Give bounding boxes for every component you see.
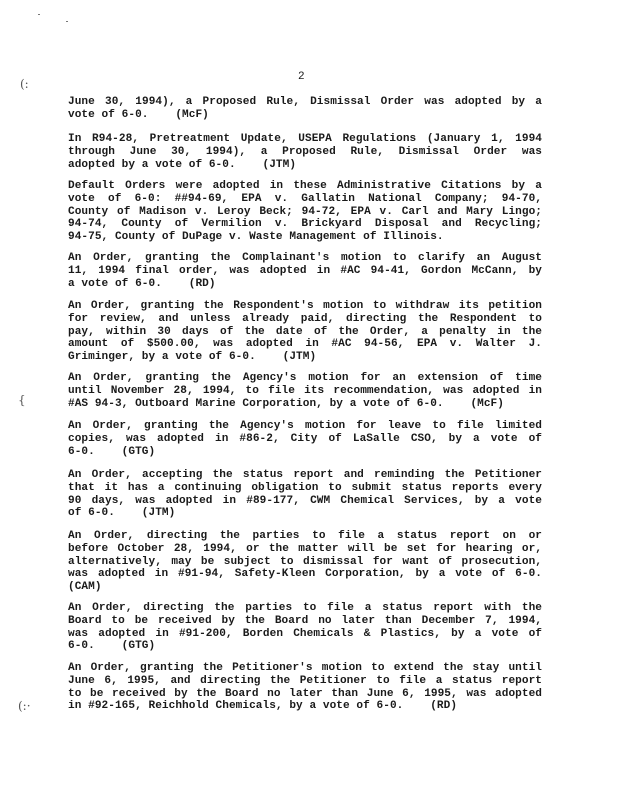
paragraph-line: 94-75, County of DuPage v. Waste Management of Illinois.	[68, 231, 444, 244]
paragraph-line: 6-0. (GTG)	[68, 640, 156, 653]
paragraph	[68, 133, 542, 171]
paragraph-line: June 6, 1995, and directing the Petitioner to file a status report	[68, 674, 542, 687]
paragraph-line: Griminger, by a vote of 6-0. (JTM)	[68, 351, 317, 364]
paragraph-line: pay, within 30 days of the date of the Order, a penalty in the	[68, 325, 542, 338]
paragraph-line: In R94-28, Pretreatment Update, USEPA Regulations (January 1, 1994	[68, 133, 542, 145]
paragraph-line: Default Orders were adopted in these Administrative Citations by a	[68, 180, 542, 192]
paragraph-line: before October 28, 1994, or the matter will be set for hearing or,	[68, 542, 542, 555]
paragraph-line: vote of 6-0: ##94-69, EPA v. Gallatin National Company; 94-70,	[68, 192, 542, 205]
paragraph-line: 94-74, County of Vermilion v. Brickyard Disposal and Recycling;	[68, 218, 542, 231]
paragraph	[68, 420, 542, 458]
paragraph	[68, 372, 542, 410]
paragraph-line: 6-0. (GTG)	[68, 445, 156, 458]
page-number: 2	[298, 71, 305, 83]
paragraph-line: An Order, granting the Respondent's motion to withdraw its petition	[68, 300, 542, 312]
paragraph	[68, 300, 542, 364]
paragraph-line: 90 days, was adopted in #89-177, CWM Chemical Services, by a vote	[68, 494, 542, 507]
scan-mark-bottom: (:·	[18, 699, 31, 713]
paragraph-line: for review, and unless already paid, directing the Respondent to	[68, 312, 542, 325]
paragraph-line: An Order, granting the Agency's motion for an extension of time	[68, 372, 542, 384]
paragraph-line: (CAM)	[68, 581, 102, 594]
paragraph-line: of 6-0. (JTM)	[68, 507, 176, 520]
paragraph-line: An Order, granting the Complainant's motion to clarify an August	[68, 252, 542, 264]
scan-speck	[38, 14, 40, 15]
paragraph	[68, 96, 542, 122]
paragraph	[68, 180, 542, 244]
paragraph-line: copies, was adopted in #86-2, City of LaSalle CSO, by a vote of	[68, 432, 542, 445]
paragraph-line: An Order, directing the parties to file a status report on or	[68, 530, 542, 542]
paragraph-line: amount of $500.00, was adopted in #AC 94-56, EPA v. Walter J.	[68, 338, 542, 351]
paragraph-line: was adopted in #91-200, Borden Chemicals & Plastics, by a vote of	[68, 627, 542, 640]
paragraph-line: was adopted in #91-94, Safety-Kleen Corporation, by a vote of 6-0.	[68, 568, 542, 581]
paragraph	[68, 252, 542, 290]
paragraph-line: through June 30, 1994), a Proposed Rule, Dismissal Order was	[68, 145, 542, 158]
paragraph-line: vote of 6-0. (McF)	[68, 108, 209, 121]
paragraph-line: to be received by the Board no later than June 6, 1995, was adopted	[68, 687, 542, 700]
paragraph-line: An Order, directing the parties to file a status report with the	[68, 602, 542, 614]
paragraph-line: a vote of 6-0. (RD)	[68, 277, 216, 290]
paragraph-line: County of Madison v. Leroy Beck; 94-72, EPA v. Carl and Mary Lingo;	[68, 205, 542, 218]
paragraph-line: Board to be received by the Board no later than December 7, 1994,	[68, 614, 542, 627]
paragraph-line: adopted by a vote of 6-0. (JTM)	[68, 158, 297, 171]
paragraph-line: 11, 1994 final order, was adopted in #AC 94-41, Gordon McCann, by	[68, 264, 542, 277]
paragraph	[68, 469, 542, 520]
paragraph-line: An Order, granting the Agency's motion for leave to file limited	[68, 420, 542, 432]
paragraph-line: #AS 94-3, Outboard Marine Corporation, by a vote of 6-0. (McF)	[68, 397, 504, 410]
paragraph	[68, 662, 542, 713]
scan-speck	[66, 21, 68, 22]
scan-mark-middle: {	[18, 393, 26, 407]
paragraph	[68, 530, 542, 594]
paragraph-line: until November 28, 1994, to file its recommendation, was adopted in	[68, 384, 542, 397]
scan-mark-top: (:	[20, 77, 29, 91]
paragraph-line: in #92-165, Reichhold Chemicals, by a vote of 6-0. (RD)	[68, 700, 458, 713]
paragraph-line: alternatively, may be subject to dismissal for want of prosecution,	[68, 555, 542, 568]
paragraph-line: June 30, 1994), a Proposed Rule, Dismissal Order was adopted by a	[68, 96, 542, 108]
paragraph-line: An Order, accepting the status report and reminding the Petitioner	[68, 469, 542, 481]
paragraph-line: An Order, granting the Petitioner's motion to extend the stay until	[68, 662, 542, 674]
paragraph	[68, 602, 542, 653]
paragraph-line: that it has a continuing obligation to submit status reports every	[68, 481, 542, 494]
